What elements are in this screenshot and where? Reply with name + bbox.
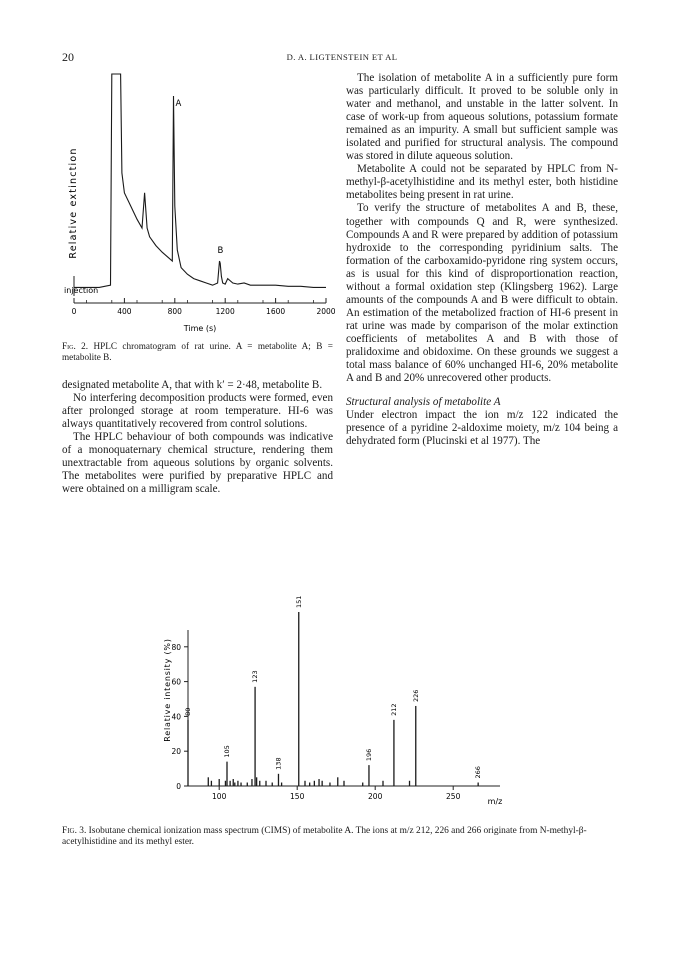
peak-label-a: A bbox=[175, 99, 182, 109]
peak-label: 266 bbox=[474, 766, 483, 779]
peak-label: 212 bbox=[389, 703, 398, 716]
peak-label: 105 bbox=[223, 745, 231, 758]
figure-2-caption bbox=[62, 341, 333, 363]
fig2-x-ticks bbox=[72, 298, 336, 316]
fig2-y-axis-label: Relative extinction bbox=[68, 147, 79, 259]
x-tick-label: 2000 bbox=[316, 307, 336, 316]
figure-3-mass-spectrum bbox=[150, 590, 522, 812]
x-tick-label: 150 bbox=[290, 792, 305, 801]
peak-label: 196 bbox=[364, 748, 373, 762]
paragraph: The HPLC behaviour of both compounds was indicative of a monoquaternary chemical structure, rendering them unextractable from aqueous solutions by organic solvents. The metabolites were purified by preparative HPLC and were obtained on a milligram scale. bbox=[62, 431, 333, 496]
paragraph: The isolation of metabolite A in a sufficiently pure form was particularly difficult. It proved to be soluble only in water and methanol, and unstable in the latter solvent. In case of work-up from aqueous solutions, potassium formate remained as an impurity. A small but sufficient sample was isolated and purified for structural analysis. The compound was stored in dilute aqueous solution. bbox=[346, 72, 618, 163]
figure-3-caption-text: Isobutane chemical ionization mass spectrum (CIMS) of metabolite A. The ions at m/z 212, 226 and 266 originate from N-methyl-β-acetylhistidine and its methyl ester. bbox=[62, 826, 587, 847]
peak-label: 138 bbox=[274, 757, 283, 770]
fig3-y-ticks bbox=[171, 643, 188, 791]
figure-2-caption-text: HPLC chromatogram of rat urine. A = metabolite A; B = metabolite B. bbox=[62, 341, 333, 362]
fig3-x-ticks bbox=[212, 786, 461, 801]
y-tick-label: 20 bbox=[171, 747, 181, 757]
figure-2-caption-label: Fig. 2. bbox=[62, 341, 89, 351]
x-tick-label: 0 bbox=[71, 307, 77, 316]
x-tick-label: 100 bbox=[212, 792, 227, 801]
chromatogram-trace bbox=[74, 74, 326, 287]
fig3-peaks bbox=[184, 596, 482, 786]
peak-label: 80 bbox=[184, 707, 192, 716]
peak-label: 151 bbox=[294, 595, 303, 608]
x-tick-label: 400 bbox=[117, 307, 132, 316]
paragraph: No interfering decomposition products were formed, even after prolonged storage at room temperature. HI-6 was always quantitatively recovered from control solutions. bbox=[62, 392, 333, 431]
chromatogram-chart bbox=[62, 68, 340, 338]
y-tick-label: 40 bbox=[171, 712, 181, 722]
x-tick-label: 1200 bbox=[215, 307, 235, 316]
x-tick-label: 200 bbox=[368, 792, 383, 801]
figure-2-chromatogram bbox=[62, 68, 340, 338]
injection-label: injection bbox=[64, 286, 99, 295]
running-head: D. A. LIGTENSTEIN ET AL bbox=[286, 52, 398, 62]
section-heading: Structural analysis of metabolite A bbox=[346, 396, 501, 409]
y-tick-label: 0 bbox=[176, 782, 181, 791]
page-number: 20 bbox=[62, 50, 74, 64]
fig2-x-axis-label: Time (s) bbox=[183, 324, 217, 333]
peak-label: 123 bbox=[251, 670, 260, 683]
fig3-x-axis-label: m/z bbox=[487, 797, 503, 806]
y-tick-label: 80 bbox=[171, 642, 181, 652]
right-column bbox=[346, 72, 618, 448]
mass-spectrum-chart bbox=[150, 590, 522, 812]
fig3-y-axis-label: Relative intensity (%) bbox=[163, 638, 172, 742]
peak-label-b: B bbox=[217, 246, 224, 256]
paragraph: To verify the structure of metabolites A and B, these, together with compounds Q and R, were synthesized. Compounds A and R were prepared by addition of potassium hydroxide to the corresponding pyridinium salts. The formation of the carboxamido-pyridone ring system occurs, as is usual for this kind of disproportionation reaction, without a formal oxidation step (Klingsberg 1962). Large amounts of the compounds A and B were difficult to obtain. An estimation of the metabolized fraction of HI-6 present in rat urine was made by comparison of the molar extinction coefficients of metabolites A and B with those of pralidoxime and obidoxime. On these grounds we suggest a total mass balance of 60% unchanged HI-6, 20% metabolite A and B and 20% unrecovered other products. bbox=[346, 202, 618, 385]
x-tick-label: 1600 bbox=[266, 307, 286, 316]
paragraph: designated metabolite A, that with k′ = 2·48, metabolite B. bbox=[62, 379, 323, 391]
left-column bbox=[62, 379, 333, 496]
peak-label: 226 bbox=[411, 689, 420, 702]
figure-3-caption bbox=[62, 826, 622, 848]
figure-3-caption-label: Fig. 3. bbox=[62, 826, 87, 836]
paragraph: Under electron impact the ion m/z 122 indicated the presence of a pyridine 2-aldoxime moiety, m/z 104 being a dehydrated form (Plucinski et al 1977). The bbox=[346, 409, 618, 448]
x-tick-label: 800 bbox=[167, 307, 182, 316]
y-tick-label: 60 bbox=[171, 677, 181, 687]
x-tick-label: 250 bbox=[446, 792, 461, 801]
paragraph: Metabolite A could not be separated by HPLC from N-methyl-β-acetylhistidine and its methyl ester, both histidine metabolites being present in rat urine. bbox=[346, 163, 618, 202]
